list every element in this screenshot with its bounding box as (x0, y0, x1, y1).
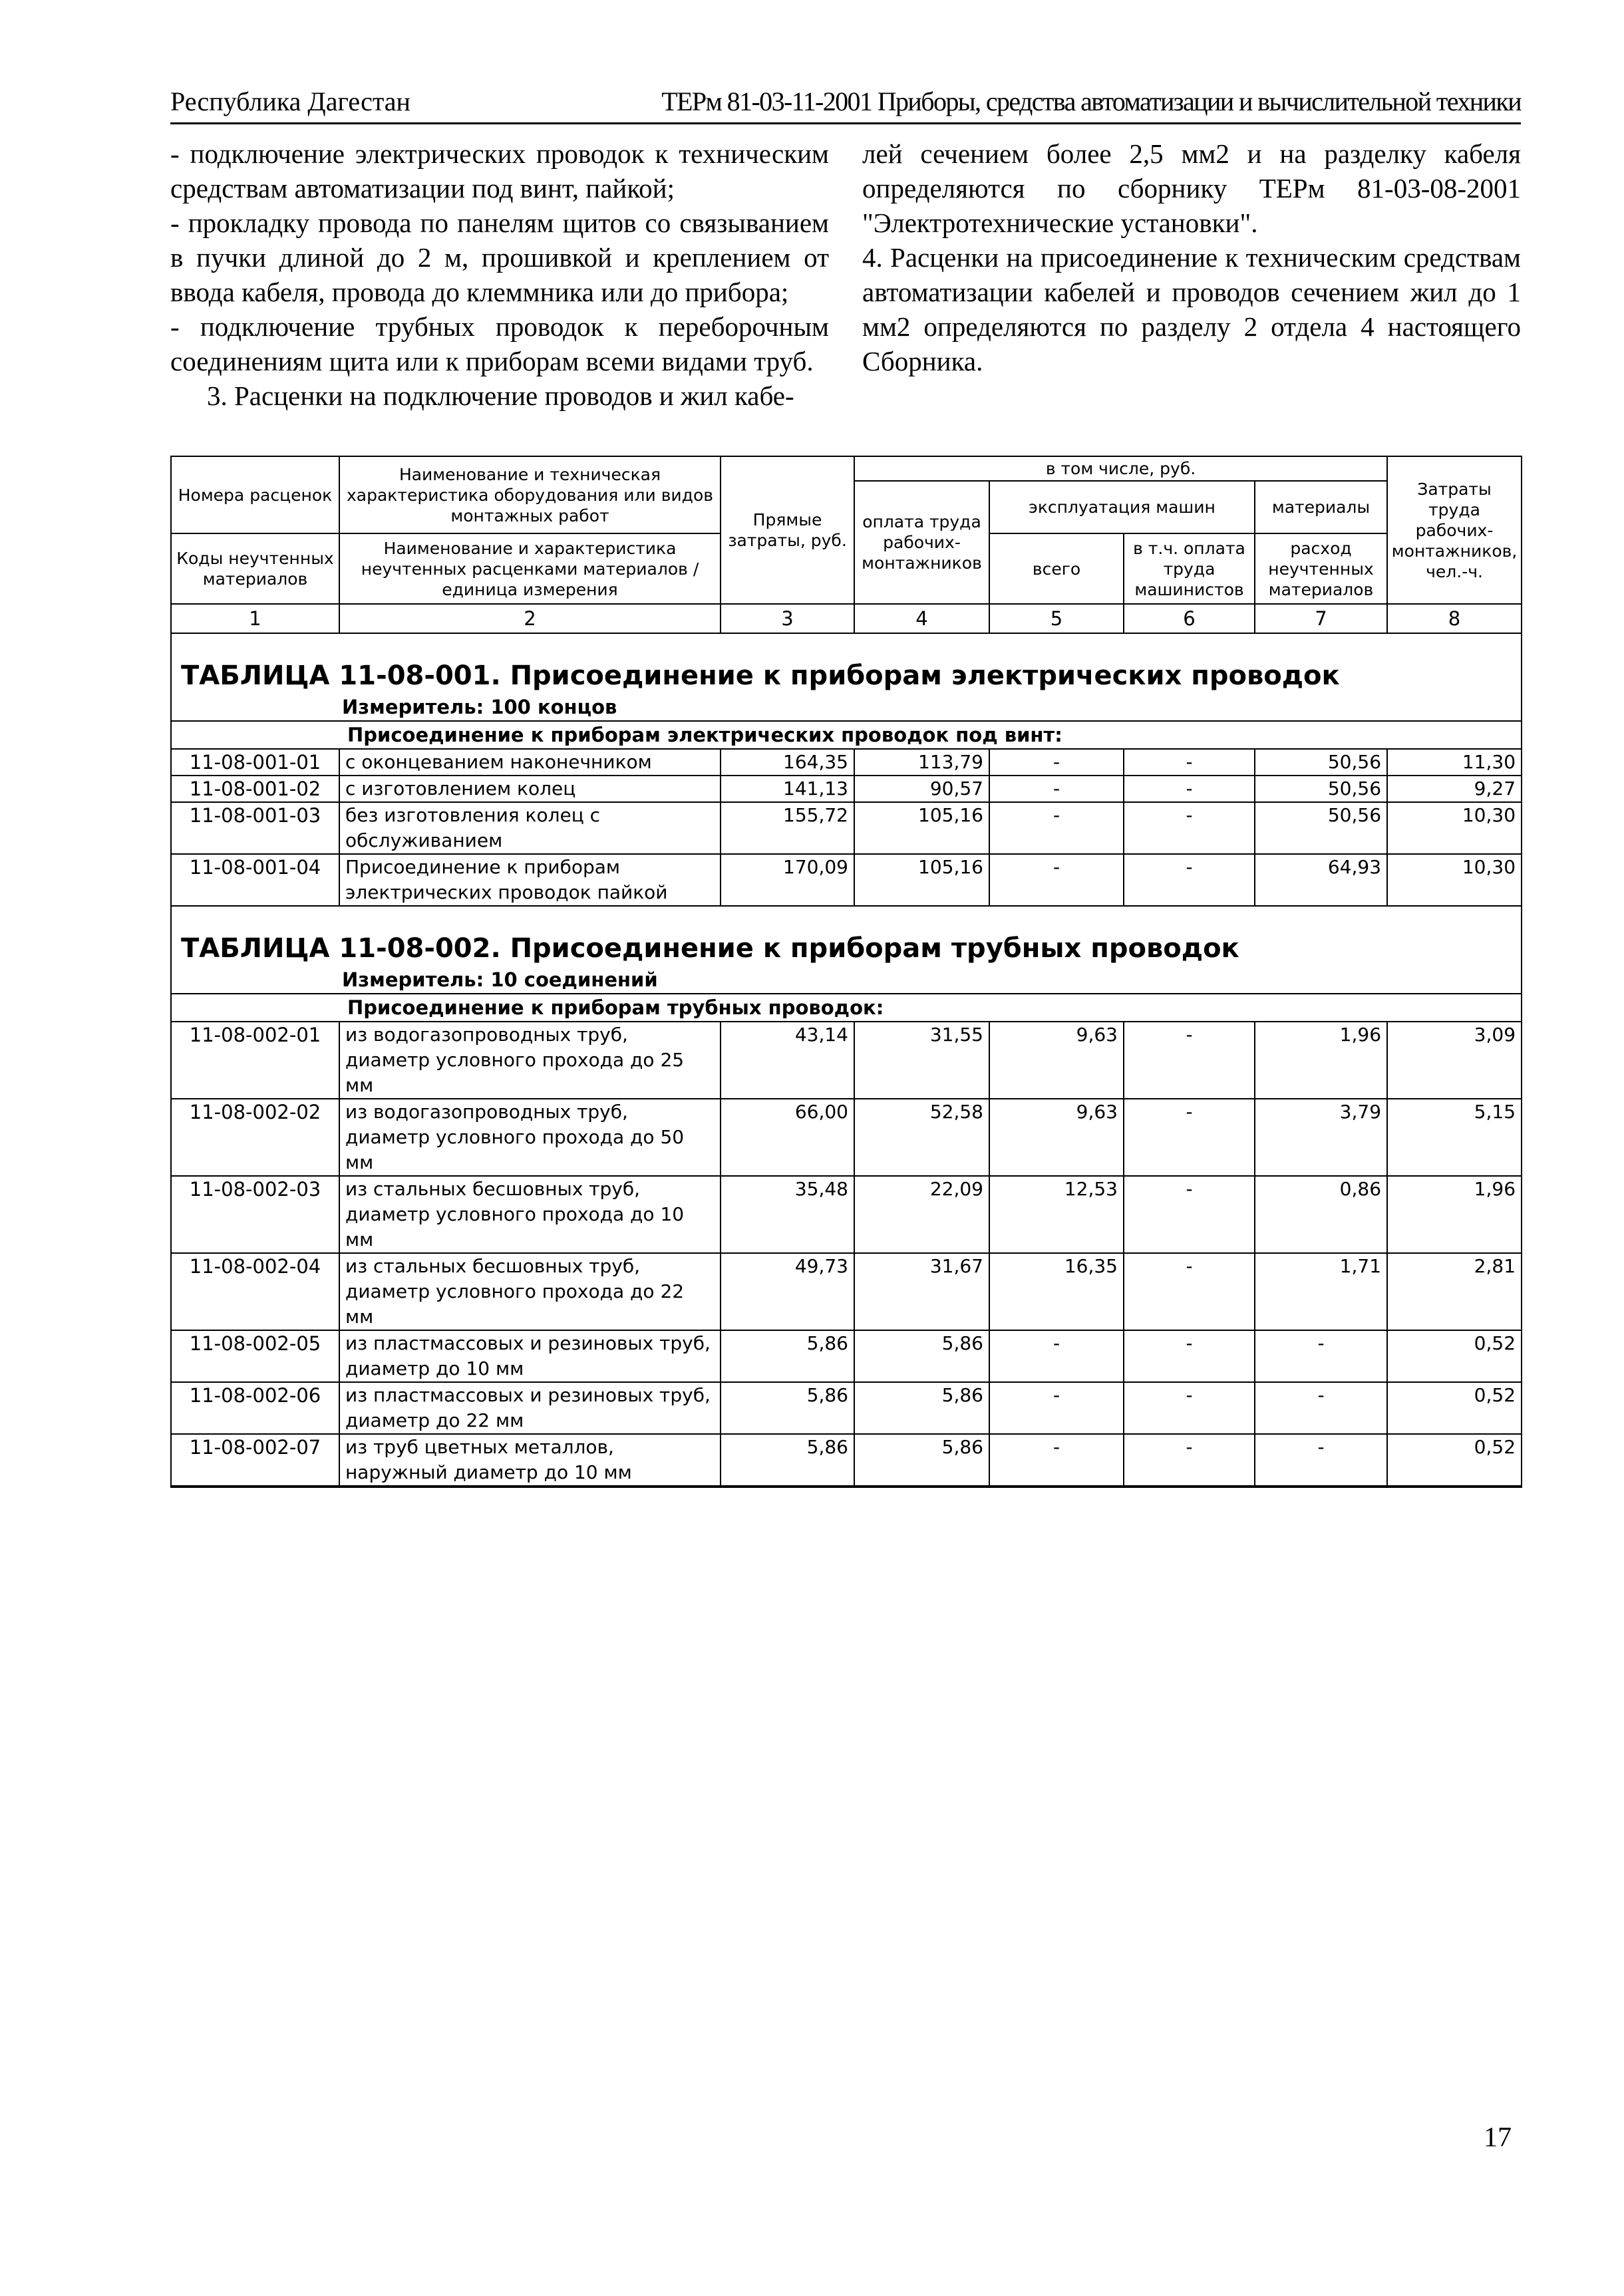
column-number: 7 (1255, 604, 1387, 633)
direct-cost: 35,48 (721, 1176, 854, 1253)
intro-paragraph: - подключение трубных проводок к переборочным соединениям щита или к приборам всеми видами труб. (170, 311, 829, 376)
rate-name: Присоединение к приборам электрических проводок пайкой (339, 854, 721, 906)
rate-name: из водогазопроводных труб, диаметр условного прохода до 50 мм (339, 1099, 721, 1176)
table-row (171, 1382, 1522, 1434)
labor-hours: 10,30 (1387, 854, 1522, 906)
machinist-wage: - (1124, 776, 1255, 802)
machinist-wage: - (1124, 1382, 1255, 1434)
section-title: ТАБЛИЦА 11-08-001. Присоединение к приборам электрических проводок (181, 660, 1340, 691)
table-row (171, 1099, 1522, 1176)
machine-cost: - (989, 749, 1124, 776)
rate-name: из стальных бесшовных труб, диаметр условного прохода до 22 мм (339, 1253, 721, 1330)
table-row (171, 1176, 1522, 1253)
machine-cost: 16,35 (989, 1253, 1124, 1330)
direct-cost: 5,86 (721, 1382, 854, 1434)
machine-cost: 9,63 (989, 1099, 1124, 1176)
table-section (171, 906, 1522, 1487)
material-cost: 50,56 (1255, 802, 1387, 854)
material-cost: 50,56 (1255, 749, 1387, 776)
intro-paragraph: - прокладку провода по панелям щитов со связыванием в пучки длиной до 2 м, прошивкой и креплением от ввода кабеля, провода до клеммника или до прибора; (170, 208, 829, 307)
labor-hours: 11,30 (1387, 749, 1522, 776)
direct-cost: 49,73 (721, 1253, 854, 1330)
column-number: 3 (721, 604, 854, 633)
rate-code: 11-08-002-04 (171, 1253, 339, 1330)
labor-hours: 0,52 (1387, 1382, 1522, 1434)
header-rate-numbers: Номера расценок (171, 456, 339, 533)
table-row (171, 1434, 1522, 1487)
machinist-wage: - (1124, 1434, 1255, 1487)
rate-code: 11-08-002-07 (171, 1434, 339, 1487)
wage-cost: 31,55 (854, 1022, 989, 1099)
column-number: 2 (339, 604, 721, 633)
machine-cost: - (989, 802, 1124, 854)
rate-code: 11-08-002-05 (171, 1330, 339, 1382)
rate-code: 11-08-001-04 (171, 854, 339, 906)
header-work-name: Наименование и техническая характеристика оборудования или видов монтажных работ (339, 456, 721, 533)
material-cost: - (1255, 1382, 1387, 1434)
header-material-name: Наименование и характеристика неучтенных расценками материалов / единица измерения (339, 533, 721, 604)
wage-cost: 52,58 (854, 1099, 989, 1176)
intro-text (170, 136, 1521, 442)
labor-hours: 2,81 (1387, 1253, 1522, 1330)
intro-paragraph: лей сечением более 2,5 мм2 и на разделку кабеля определяются по сборнику ТЕРм 81-03-08-2001 "Электротехнические установки". (862, 138, 1521, 238)
labor-hours: 3,09 (1387, 1022, 1522, 1099)
direct-cost: 155,72 (721, 802, 854, 854)
section-measure: Измеритель: 10 соединений (342, 968, 658, 991)
section-measure: Измеритель: 100 концов (342, 696, 617, 718)
rate-name: с оконцеванием наконечником (339, 749, 721, 776)
header-materials: материалы (1255, 481, 1387, 533)
rate-name: с изготовлением колец (339, 776, 721, 802)
header-machinist-wages: в т.ч. оплата труда машинистов (1124, 533, 1255, 604)
wage-cost: 105,16 (854, 854, 989, 906)
machinist-wage: - (1124, 1099, 1255, 1176)
wage-cost: 113,79 (854, 749, 989, 776)
direct-cost: 164,35 (721, 749, 854, 776)
direct-cost: 170,09 (721, 854, 854, 906)
material-cost: - (1255, 1330, 1387, 1382)
intro-paragraph: 3. Расценки на подключение проводов и жил кабе- (207, 380, 794, 411)
rate-code: 11-08-002-03 (171, 1176, 339, 1253)
column-number: 5 (989, 604, 1124, 633)
machinist-wage: - (1124, 1330, 1255, 1382)
rate-name: из пластмассовых и резиновых труб, диаметр до 10 мм (339, 1330, 721, 1382)
header-material-codes: Коды неучтенных материалов (171, 533, 339, 604)
column-numbers-row (171, 604, 1522, 633)
direct-cost: 43,14 (721, 1022, 854, 1099)
machinist-wage: - (1124, 1253, 1255, 1330)
rates-table (170, 456, 1522, 1488)
rate-name: из стальных бесшовных труб, диаметр условного прохода до 10 мм (339, 1176, 721, 1253)
table-row (171, 749, 1522, 776)
machine-cost: - (989, 1434, 1124, 1487)
rate-name: из водогазопроводных труб, диаметр условного прохода до 25 мм (339, 1022, 721, 1099)
intro-column-right (862, 136, 1521, 378)
machine-cost: - (989, 854, 1124, 906)
header-wages: оплата труда рабочих-монтажников (854, 481, 989, 604)
machine-cost: 12,53 (989, 1176, 1124, 1253)
labor-hours: 0,52 (1387, 1330, 1522, 1382)
machinist-wage: - (1124, 1022, 1255, 1099)
labor-hours: 10,30 (1387, 802, 1522, 854)
header-machine-operation: эксплуатация машин (989, 481, 1255, 533)
section-title: ТАБЛИЦА 11-08-002. Присоединение к приборам трубных проводок (181, 933, 1239, 964)
labor-hours: 0,52 (1387, 1434, 1522, 1487)
wage-cost: 90,57 (854, 776, 989, 802)
header-region: Республика Дагестан (170, 86, 410, 116)
wage-cost: 5,86 (854, 1330, 989, 1382)
column-number: 4 (854, 604, 989, 633)
running-header (170, 85, 1521, 124)
machine-cost: - (989, 1330, 1124, 1382)
wage-cost: 105,16 (854, 802, 989, 854)
wage-cost: 5,86 (854, 1434, 989, 1487)
labor-hours: 1,96 (1387, 1176, 1522, 1253)
material-cost: 0,86 (1255, 1176, 1387, 1253)
labor-hours: 9,27 (1387, 776, 1522, 802)
material-cost: 3,79 (1255, 1099, 1387, 1176)
section-subtitle: Присоединение к приборам трубных проводок: (171, 994, 1522, 1022)
header-machine-total: всего (989, 533, 1124, 604)
direct-cost: 141,13 (721, 776, 854, 802)
table-row (171, 1022, 1522, 1099)
page-number: 17 (1484, 2122, 1512, 2153)
labor-hours: 5,15 (1387, 1099, 1522, 1176)
column-number: 1 (171, 604, 339, 633)
material-cost: 1,96 (1255, 1022, 1387, 1099)
wage-cost: 31,67 (854, 1253, 989, 1330)
rate-code: 11-08-001-02 (171, 776, 339, 802)
header-labor-costs: Затраты труда рабочих-монтажников, чел.-ч. (1387, 456, 1522, 604)
machine-cost: 9,63 (989, 1022, 1124, 1099)
rate-code: 11-08-001-01 (171, 749, 339, 776)
column-number: 6 (1124, 604, 1255, 633)
section-subtitle: Присоединение к приборам электрических проводок под винт: (171, 721, 1522, 749)
machinist-wage: - (1124, 802, 1255, 854)
rate-code: 11-08-002-06 (171, 1382, 339, 1434)
direct-cost: 5,86 (721, 1434, 854, 1487)
material-cost: 50,56 (1255, 776, 1387, 802)
material-cost: 64,93 (1255, 854, 1387, 906)
header-material-consumption: расход неучтенных материалов (1255, 533, 1387, 604)
rate-name: из труб цветных металлов, наружный диаметр до 10 мм (339, 1434, 721, 1487)
wage-cost: 5,86 (854, 1382, 989, 1434)
direct-cost: 66,00 (721, 1099, 854, 1176)
table-row (171, 854, 1522, 906)
machinist-wage: - (1124, 854, 1255, 906)
machine-cost: - (989, 1382, 1124, 1434)
table-row (171, 1253, 1522, 1330)
header-including: в том числе, руб. (854, 456, 1387, 481)
direct-cost: 5,86 (721, 1330, 854, 1382)
rate-code: 11-08-002-01 (171, 1022, 339, 1099)
intro-paragraph: - подключение электрических проводок к техническим средствам автоматизации под винт, пайкой; (170, 138, 829, 204)
rate-code: 11-08-002-02 (171, 1099, 339, 1176)
intro-paragraph: 4. Расценки на присоединение к техническим средствам автоматизации кабелей и проводов сечением жил до 1 мм2 определяются по разделу 2 отдела 4 настоящего Сборника. (862, 242, 1521, 376)
table-row (171, 1330, 1522, 1382)
header-direct-costs: Прямые затраты, руб. (721, 456, 854, 604)
intro-column-left (170, 136, 829, 413)
table-section (171, 633, 1522, 906)
rate-name: без изготовления колец с обслуживанием (339, 802, 721, 854)
rate-code: 11-08-001-03 (171, 802, 339, 854)
wage-cost: 22,09 (854, 1176, 989, 1253)
material-cost: - (1255, 1434, 1387, 1487)
column-number: 8 (1387, 604, 1522, 633)
machinist-wage: - (1124, 749, 1255, 776)
rate-name: из пластмассовых и резиновых труб, диаметр до 22 мм (339, 1382, 721, 1434)
header-collection-title: ТЕРм 81-03-11-2001 Приборы, средства автоматизации и вычислительной техники (661, 86, 1521, 116)
machinist-wage: - (1124, 1176, 1255, 1253)
table-row (171, 802, 1522, 854)
table-row (171, 776, 1522, 802)
machine-cost: - (989, 776, 1124, 802)
material-cost: 1,71 (1255, 1253, 1387, 1330)
